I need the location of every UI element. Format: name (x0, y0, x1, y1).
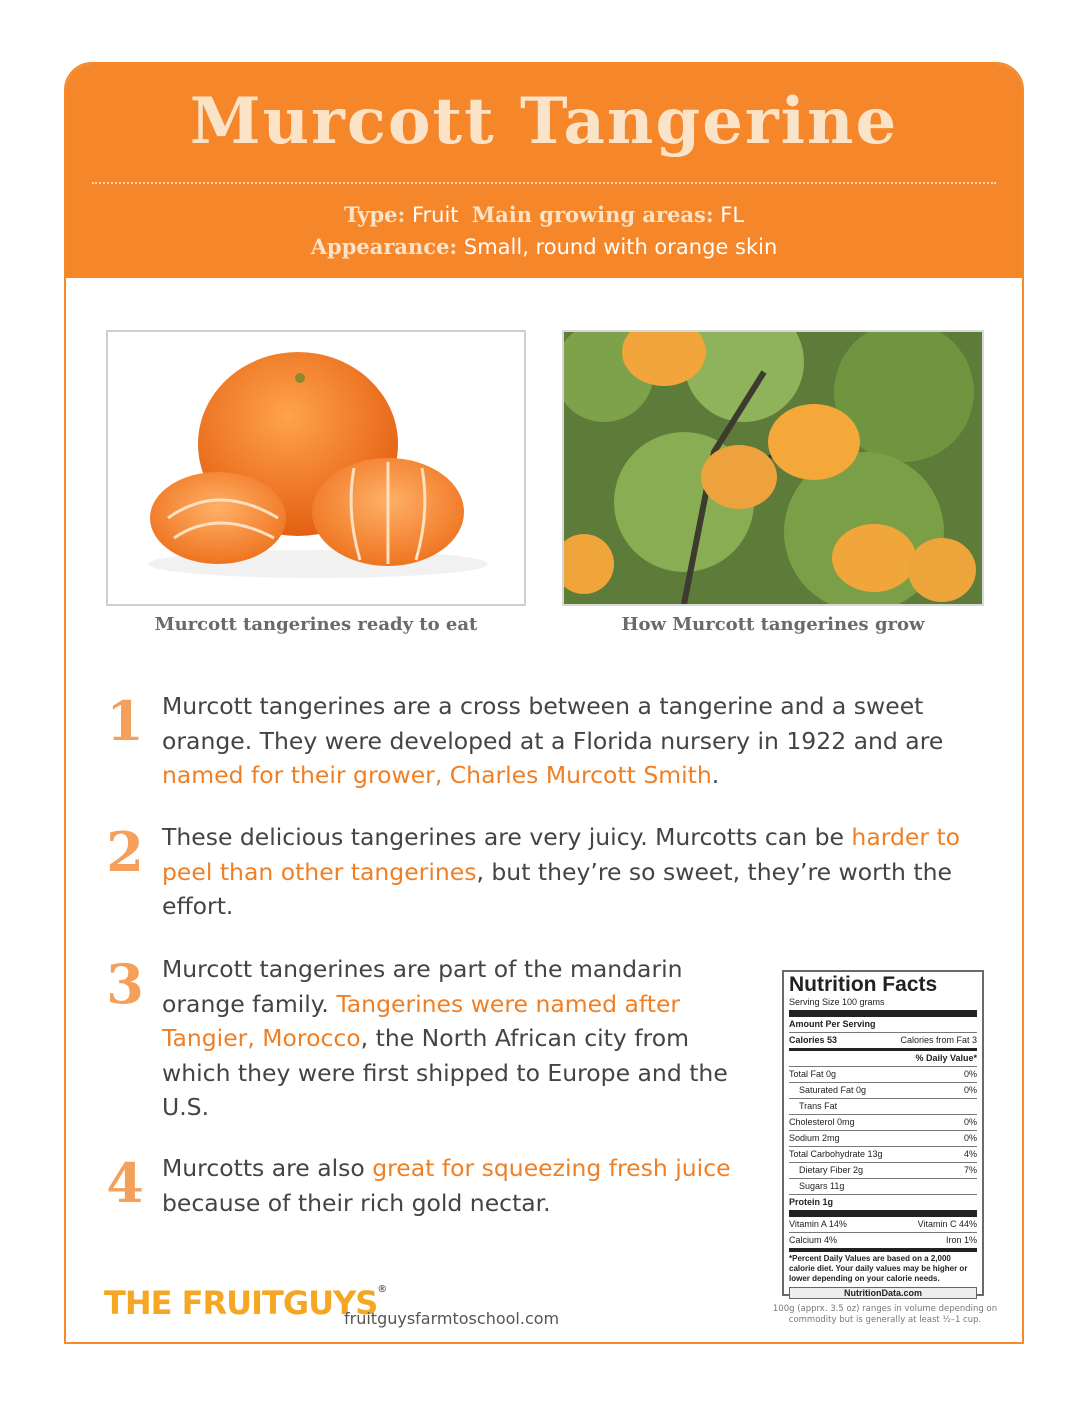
fact-text: Murcott tangerines are a cross between a tangerine and a sweet orange. They were developed at a Florida nursery in 1922 and are named for their grower, Charles Murcott Smith. (162, 692, 944, 789)
photo-ready-to-eat (106, 330, 526, 606)
fact-text: Murcotts are also great for squeezing fresh juice because of their rich gold nectar. (162, 1154, 731, 1217)
dotted-divider (92, 182, 996, 184)
caption-ready-to-eat: Murcott tangerines ready to eat (154, 614, 478, 635)
fact-text: Murcott tangerines are part of the mandarin orange family. Tangerines were named after Tangier, Morocco, the North African city from which they were first shipped to Europe and the U.S. (162, 955, 728, 1121)
serving-size: Serving Size 100 grams (789, 997, 885, 1007)
amount-per-serving: Amount Per Serving (789, 1010, 977, 1032)
type-value: Fruit (411, 203, 459, 227)
nutrition-facts-label (782, 970, 984, 1296)
tangerine-tree-illustration (564, 332, 982, 604)
nutrient-row: Trans Fat (789, 1098, 977, 1114)
page-title: Murcott Tangerine (189, 84, 899, 159)
type-line (66, 202, 1022, 227)
fact-number: 4 (106, 1151, 144, 1215)
nutrition-title: Nutrition Facts (789, 973, 938, 996)
fact-number: 3 (106, 952, 144, 1016)
nutrient-row: Total Carbohydrate 13g 4% (789, 1146, 977, 1162)
nutrient-row: Protein 1g (789, 1194, 977, 1210)
footer-url[interactable]: fruitguysfarmtoschool.com (344, 1309, 560, 1328)
appearance-line (66, 234, 1022, 259)
daily-value-header: % Daily Value* (789, 1048, 977, 1066)
nutrient-row: Sugars 11g (789, 1178, 977, 1194)
calories-row: Calories 53 Calories from Fat 3 (789, 1032, 977, 1048)
nutrient-row: Dietary Fiber 2g 7% (789, 1162, 977, 1178)
header-banner (66, 64, 1022, 278)
fact-text: These delicious tangerines are very juicy. Murcotts can be harder to peel than other tangerines, but they’re so sweet, they’re worth the effort. (162, 823, 961, 920)
nutrition-note: 100g (apprx. 3.5 oz) ranges in volume depending on commodity but is generally at least ½–1 cup. (772, 1304, 998, 1325)
fact-highlight: Tangerines were named after Tangier, Morocco (162, 989, 681, 1052)
fact-highlight: great for squeezing fresh juice (372, 1154, 731, 1182)
nutrient-row: Saturated Fat 0g 0% (789, 1082, 977, 1098)
nutritiondata-link: NutritionData.com (789, 1287, 977, 1299)
nutrition-footnote: *Percent Daily Values are based on a 2,000 calorie diet. Your daily values may be higher or lower depending on your calorie needs. (789, 1248, 977, 1284)
nutrient-row: Cholesterol 0mg 0% (789, 1114, 977, 1130)
nutrient-row: Total Fat 0g 0% (789, 1066, 977, 1082)
fact-number: 2 (106, 820, 144, 884)
fact-highlight: harder to peel than other tangerines (162, 823, 961, 886)
photo-how-they-grow (562, 330, 984, 606)
appearance-value: Small, round with orange skin (463, 235, 778, 259)
type-label: Type: (343, 202, 406, 227)
nutrient-row: Sodium 2mg 0% (789, 1130, 977, 1146)
appearance-label: Appearance: (310, 234, 458, 259)
fact-highlight: named for their grower, Charles Murcott Smith (162, 761, 712, 789)
growing-areas-label: Main growing areas: (471, 202, 714, 227)
growing-areas-value: FL (720, 203, 745, 227)
vitamin-row: Calcium 4% Iron 1% (789, 1232, 977, 1248)
tangerine-illustration (108, 332, 524, 604)
fact-number: 1 (106, 689, 144, 753)
fact-sheet-card (64, 62, 1024, 1344)
vitamin-row: Vitamin A 14% Vitamin C 44% (789, 1210, 977, 1232)
caption-how-they-grow: How Murcott tangerines grow (621, 614, 925, 635)
fruitguys-logo: THE FRUITGUYS® (104, 1284, 387, 1322)
